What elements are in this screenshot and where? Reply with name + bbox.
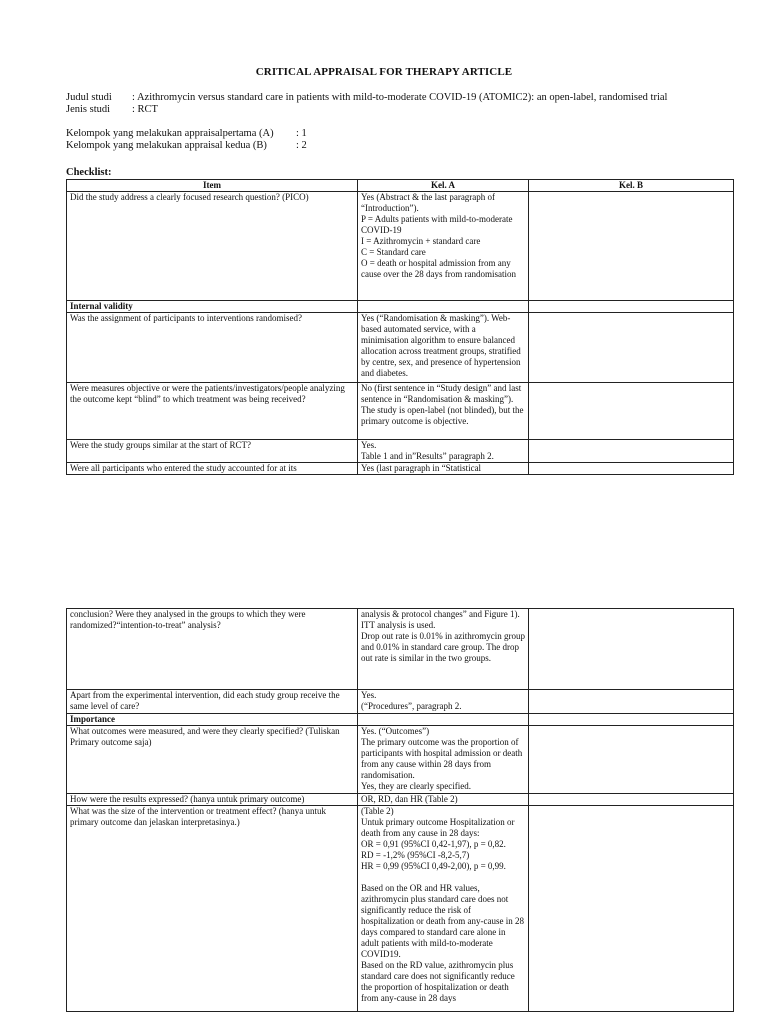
kel-a-line: The primary outcome was the proportion of participants with hospital admission or death from any cause within 28 days from randomisation. — [361, 737, 523, 780]
kel-a-line: Yes. — [361, 690, 377, 700]
item-cell: What outcomes were measured, and were they clearly specified? (Tuliskan Primary outcome saja) — [67, 726, 358, 794]
kel-a-cell — [358, 726, 529, 794]
kel-a-cell — [358, 609, 529, 690]
table-row — [67, 313, 734, 383]
item-cell: Were measures objective or were the patients/investigators/people analyzing the outcome kept “blind” to which treatment was being received? — [67, 383, 358, 440]
section-importance: Importance — [67, 714, 358, 726]
table-row — [67, 463, 734, 475]
kel-b-cell[interactable] — [529, 806, 734, 1012]
kel-b-cell[interactable] — [529, 463, 734, 475]
item-cell: Were the study groups similar at the start of RCT? — [67, 440, 358, 463]
section-kel-b-cell — [529, 301, 734, 313]
kel-a-line: Table 1 and in”Results” paragraph 2. — [361, 451, 494, 461]
group-a-value: : 1 — [296, 128, 307, 139]
table-row — [67, 609, 734, 690]
kel-a-line: OR = 0,91 (95%CI 0,42-1,97), p = 0,82. — [361, 839, 506, 849]
study-type-label: Jenis studi — [66, 104, 111, 115]
group-a-line — [66, 128, 307, 141]
item-cell: Was the assignment of participants to interventions randomised? — [67, 313, 358, 383]
study-type-line — [66, 104, 158, 117]
kel-b-cell[interactable] — [529, 726, 734, 794]
kel-a-line: Yes (“Randomisation & masking”). Web-based automated service, with a minimisation algorithm to ensure balanced allocation across treatment groups, stratified by centre, sex, and presence of hypertension and diabetes. — [361, 313, 521, 378]
item-cell: Did the study address a clearly focused research question? (PICO) — [67, 192, 358, 301]
table-row — [67, 726, 734, 794]
group-a-label: Kelompok yang melakukan appraisalpertama (A) — [66, 128, 274, 139]
kel-b-cell[interactable] — [529, 313, 734, 383]
table-row — [67, 440, 734, 463]
kel-a-cell — [358, 440, 529, 463]
study-title-label: Judul studi — [66, 92, 112, 103]
header-item: Item — [67, 180, 358, 192]
table-header-row — [67, 180, 734, 192]
header-kel-a: Kel. A — [358, 180, 529, 192]
kel-a-cell — [358, 383, 529, 440]
checklist-table-page-2 — [66, 608, 734, 1012]
kel-a-line: Based on the RD value, azithromycin plus standard care does not significantly reduce the proportion of hospitalization or death from any-cause in 28 days — [361, 960, 515, 1003]
item-cell: What was the size of the intervention or treatment effect? (hanya untuk primary outcome dan jelaskan interpretasinya.) — [67, 806, 358, 1012]
kel-b-cell[interactable] — [529, 440, 734, 463]
kel-a-line: RD = -1,2% (95%CI -8,2-5,7) — [361, 850, 470, 860]
group-b-line — [66, 140, 307, 153]
kel-a-line: (Table 2) — [361, 806, 394, 816]
study-title-value: : Azithromycin versus standard care in patients with mild-to-moderate COVID-19 (ATOMIC2): an open-label, randomised trial — [132, 92, 668, 103]
table-row — [67, 794, 734, 806]
study-title-line — [66, 92, 667, 105]
section-kel-b-cell — [529, 714, 734, 726]
section-internal-validity: Internal validity — [67, 301, 358, 313]
kel-a-line: Yes. — [361, 440, 377, 450]
document-page-1 — [0, 0, 768, 480]
kel-a-line: C = Standard care — [361, 247, 426, 257]
item-cell: How were the results expressed? (hanya untuk primary outcome) — [67, 794, 358, 806]
table-section-row — [67, 714, 734, 726]
section-kel-a-cell — [358, 714, 529, 726]
kel-a-line: No (first sentence in “Study design” and last sentence in “Randomisation & masking”). — [361, 383, 522, 404]
kel-a-line: Yes (last paragraph in “Statistical — [361, 463, 482, 473]
kel-a-cell — [358, 794, 529, 806]
kel-b-cell[interactable] — [529, 690, 734, 714]
kel-a-line: P = Adults patients with mild-to-moderate COVID-19 — [361, 214, 513, 235]
kel-a-line: Yes (Abstract & the last paragraph of “Introduction”). — [361, 192, 496, 213]
kel-b-cell[interactable] — [529, 794, 734, 806]
study-type-value: : RCT — [132, 104, 158, 115]
kel-b-cell[interactable] — [529, 383, 734, 440]
kel-a-line: HR = 0,99 (95%CI 0,49-2,00), p = 0,99. — [361, 861, 506, 871]
item-cell: Were all participants who entered the study accounted for at its — [67, 463, 358, 475]
kel-b-cell[interactable] — [529, 609, 734, 690]
kel-b-cell[interactable] — [529, 192, 734, 301]
kel-a-line: Drop out rate is 0.01% in azithromycin group and 0.01% in standard care group. The drop out rate is similar in the two groups. — [361, 631, 525, 663]
table-row — [67, 806, 734, 1012]
kel-a-line: O = death or hospital admission from any cause over the 28 days from randomisation — [361, 258, 516, 279]
table-row — [67, 383, 734, 440]
kel-a-line: analysis & protocol changes” and Figure 1). — [361, 609, 520, 619]
checklist-table-page-1 — [66, 179, 734, 475]
header-kel-b: Kel. B — [529, 180, 734, 192]
kel-a-line: Untuk primary outcome Hospitalization or death from any cause in 28 days: — [361, 817, 515, 838]
table-row — [67, 192, 734, 301]
kel-a-line: I = Azithromycin + standard care — [361, 236, 481, 246]
kel-a-line: OR, RD, dan HR (Table 2) — [361, 794, 458, 804]
checklist-label: Checklist: — [66, 167, 112, 178]
kel-a-cell — [358, 806, 529, 1012]
kel-a-line: Yes. (“Outcomes”) — [361, 726, 430, 736]
document-title: CRITICAL APPRAISAL FOR THERAPY ARTICLE — [255, 66, 513, 78]
kel-a-line: (“Procedures”, paragraph 2. — [361, 701, 462, 711]
item-cell: Apart from the experimental intervention, did each study group receive the same level of care? — [67, 690, 358, 714]
kel-a-cell — [358, 313, 529, 383]
kel-a-line: The study is open-label (not blinded), but the primary outcome is objective. — [361, 405, 524, 426]
kel-a-line: ITT analysis is used. — [361, 620, 436, 630]
kel-a-line: Yes, they are clearly specified. — [361, 781, 472, 791]
table-section-row — [67, 301, 734, 313]
group-b-value: : 2 — [296, 140, 307, 151]
section-kel-a-cell — [358, 301, 529, 313]
kel-a-cell — [358, 690, 529, 714]
kel-a-line — [361, 872, 525, 883]
kel-a-line: Based on the OR and HR values, azithromycin plus standard care does not significantly reduce the risk of hospitalization or death from any-cause in 28 days compared to standard care alone in adult patients with mild-to-moderate COVID19. — [361, 883, 524, 959]
item-cell: conclusion? Were they analysed in the groups to which they were randomized?“intention-to-treat” analysis? — [67, 609, 358, 690]
group-b-label: Kelompok yang melakukan appraisal kedua (B) — [66, 140, 267, 151]
document-page-2 — [0, 600, 768, 1024]
kel-a-cell — [358, 192, 529, 301]
table-row — [67, 690, 734, 714]
kel-a-cell — [358, 463, 529, 475]
